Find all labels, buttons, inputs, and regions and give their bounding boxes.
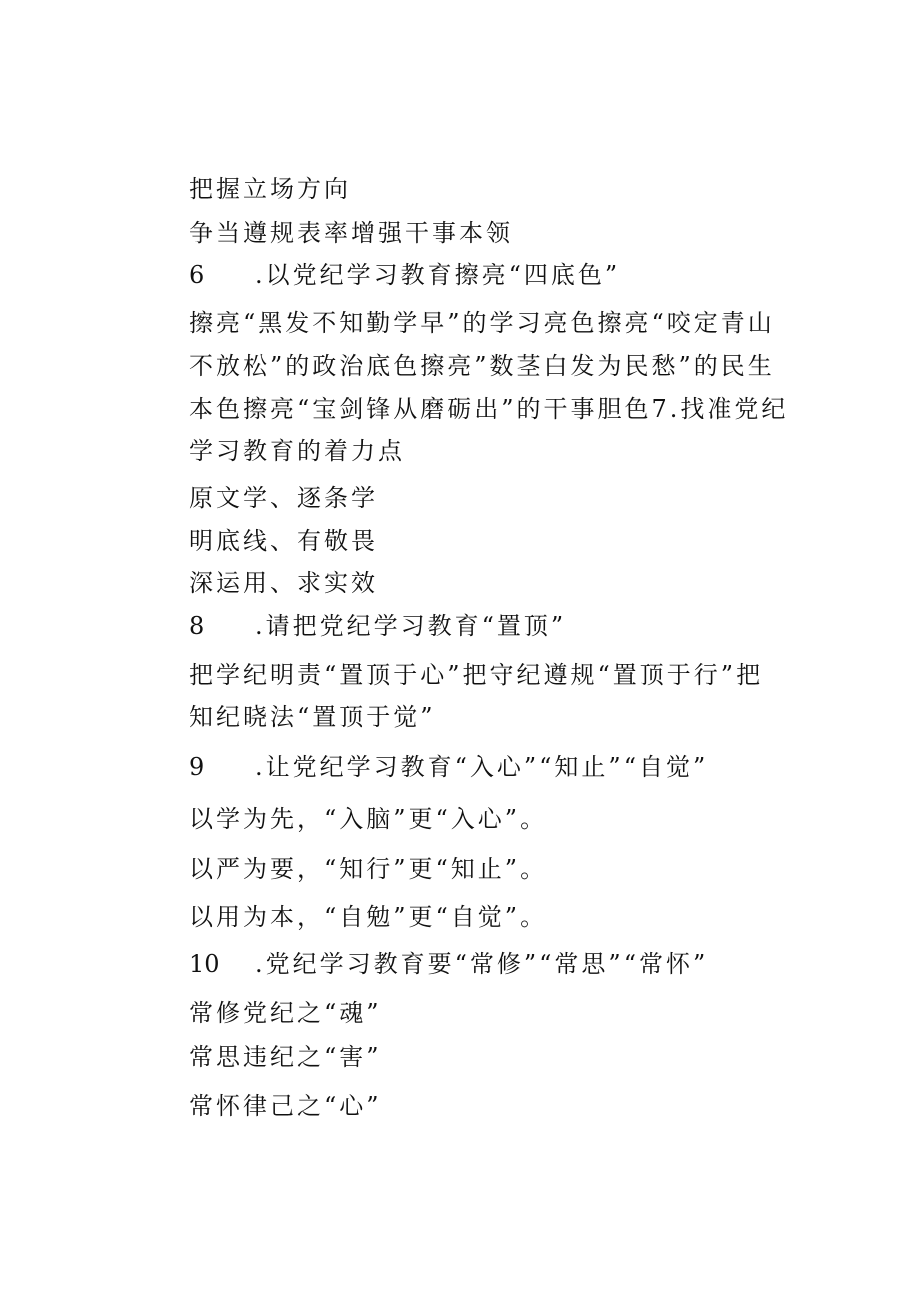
numbered-heading [189, 950, 708, 978]
text-line: 常修党纪之“魂” [189, 999, 382, 1027]
heading-number: 10 [189, 950, 220, 978]
text-line: 常怀律己之“心” [189, 1092, 382, 1120]
heading-number: 8 [189, 612, 205, 640]
text-line: 不放松”的政治底色擦亮”数茎白发为民愁”的民生 [189, 352, 775, 380]
text-line: 以严为要，“知行”更“知止”。 [189, 855, 548, 883]
heading-text: .请把党纪学习教育“置顶” [255, 612, 567, 640]
heading-number: 6 [189, 261, 205, 289]
text-line: 明底线、有敬畏 [189, 527, 378, 555]
text-line: 知纪晓法“置顶于觉” [189, 703, 436, 731]
text-line: 以用为本，“自勉”更“自觉”。 [189, 903, 548, 931]
text-line: 学习教育的着力点 [189, 437, 405, 465]
text-line: 争当遵规表率增强干事本领 [189, 219, 513, 247]
text-line: 以学为先，“入脑”更“入心”。 [189, 805, 548, 833]
heading-text: .党纪学习教育要“常修”“常思”“常怀” [255, 950, 709, 978]
text-line: 深运用、求实效 [189, 569, 378, 597]
text-line: 本色擦亮“宝剑锋从磨砺出”的干事胆色7.找准党纪 [189, 395, 789, 423]
numbered-heading [189, 612, 566, 640]
text-line: 原文学、逐条学 [189, 484, 378, 512]
text-line: 常思违纪之“害” [189, 1043, 382, 1071]
text-line: 把握立场方向 [189, 175, 351, 203]
text-line: 把学纪明责“置顶于心”把守纪遵规“置顶于行”把 [189, 661, 764, 689]
heading-number: 9 [189, 753, 205, 781]
heading-text: .让党纪学习教育“入心”“知止”“自觉” [255, 753, 709, 781]
numbered-heading [189, 261, 620, 289]
text-line: 擦亮“黑发不知勤学早”的学习亮色擦亮“咬定青山 [189, 309, 775, 337]
numbered-heading [189, 753, 708, 781]
heading-text: .以党纪学习教育擦亮“四底色” [255, 261, 621, 289]
